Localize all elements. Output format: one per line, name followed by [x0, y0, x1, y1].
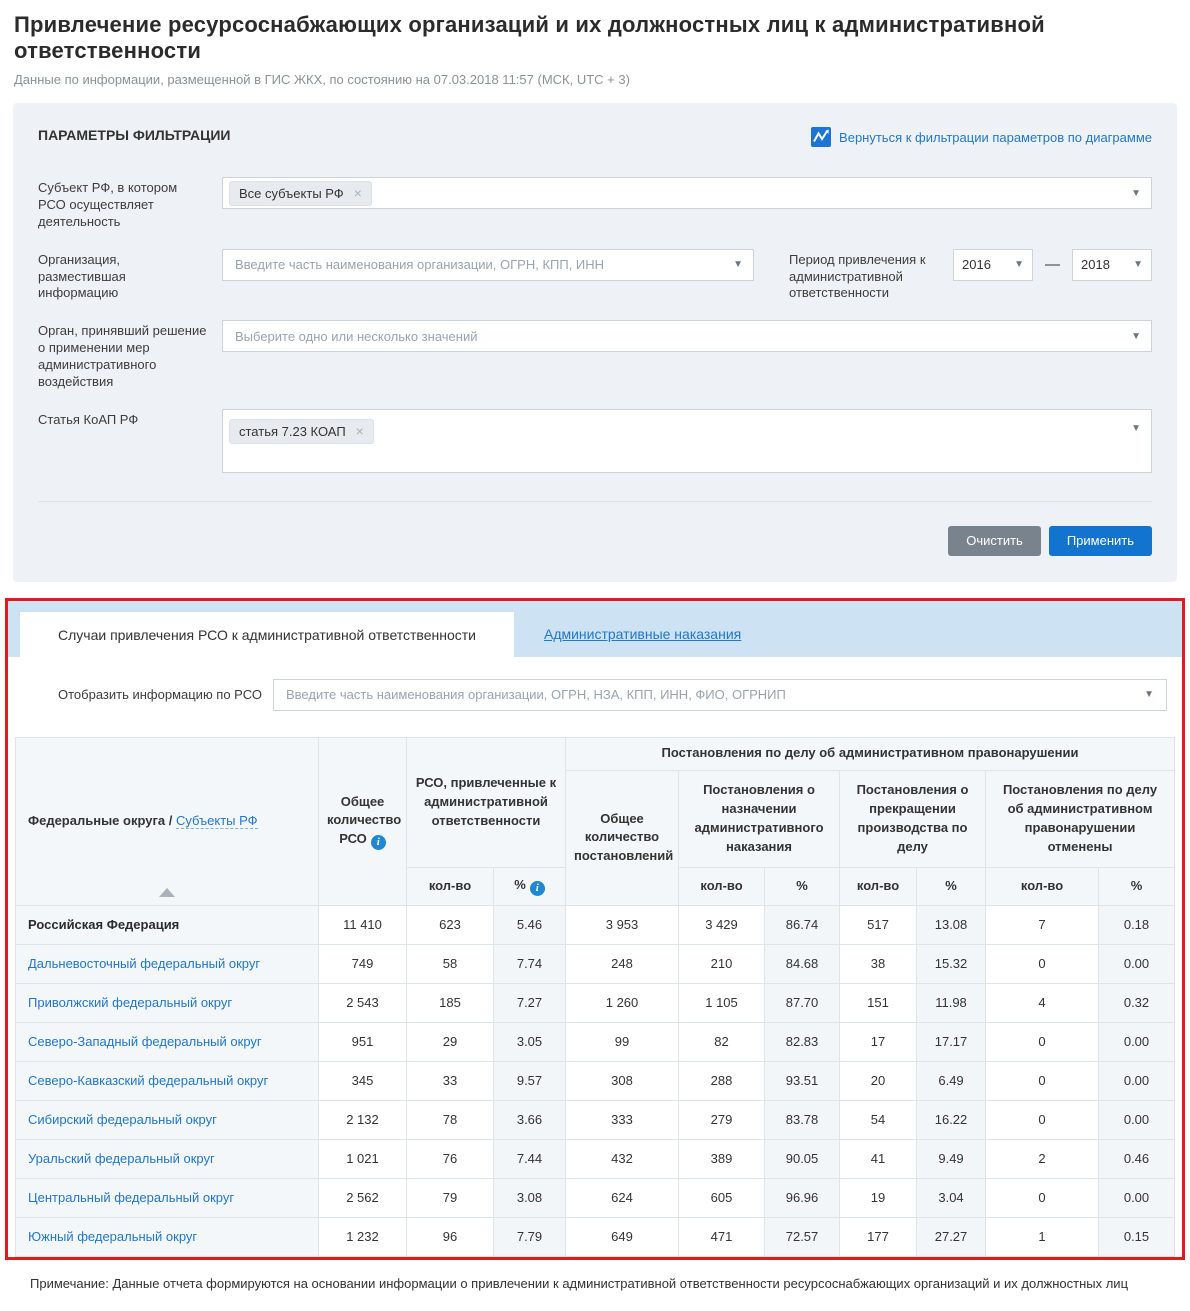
column-group-cancelled: Постановления по делу об административном правонарушении отменены — [986, 770, 1175, 867]
cell-value: 7.44 — [494, 1139, 566, 1178]
cell-value: 6.49 — [917, 1061, 986, 1100]
cell-value: 0.00 — [1099, 1100, 1175, 1139]
cell-value: 177 — [840, 1217, 917, 1256]
cell-value: 517 — [840, 905, 917, 944]
subject-tag-label: Все субъекты РФ — [239, 185, 344, 201]
cell-value: 432 — [566, 1139, 679, 1178]
cell-value: 7.27 — [494, 983, 566, 1022]
article-tag-label: статья 7.23 КОАП — [239, 423, 346, 439]
cell-value: 54 — [840, 1100, 917, 1139]
info-icon[interactable]: i — [530, 881, 545, 896]
cell-value: 0.00 — [1099, 1061, 1175, 1100]
cell-value: 210 — [679, 944, 765, 983]
clear-button[interactable]: Очистить — [948, 526, 1041, 556]
cell-value: 151 — [840, 983, 917, 1022]
cell-value: 29 — [407, 1022, 494, 1061]
column-group-terminated: Постановления о прекращении производства по делу — [840, 770, 986, 867]
cell-value: 3 429 — [679, 905, 765, 944]
cell-value: 7.79 — [494, 1217, 566, 1256]
cell-value: 83.78 — [765, 1100, 840, 1139]
cell-value: 27.27 — [917, 1217, 986, 1256]
column-header-percent: % — [917, 867, 986, 905]
column-group-assigned: Постановления о назначении административного наказания — [679, 770, 840, 867]
period-filter-label: Период привлечения к административной ответственности — [789, 251, 926, 301]
panel-divider — [38, 501, 1152, 502]
cell-value: 82.83 — [765, 1022, 840, 1061]
tab-rso-cases[interactable]: Случаи привлечения РСО к административной ответственности — [20, 612, 514, 657]
tab-administrative-penalties[interactable]: Административные наказания — [543, 626, 742, 643]
cell-value: 5.46 — [494, 905, 566, 944]
cell-value: 1 021 — [319, 1139, 407, 1178]
report-table — [15, 737, 1175, 1257]
cell-value: 15.32 — [917, 944, 986, 983]
cell-value: 623 — [407, 905, 494, 944]
cell-value: 78 — [407, 1100, 494, 1139]
column-group-attracted: РСО, привлеченные к административной ответственности — [407, 737, 566, 867]
rso-filter-label: Отобразить информацию по РСО — [58, 687, 262, 703]
cell-value: 605 — [679, 1178, 765, 1217]
percent-header-text: % — [514, 877, 526, 893]
subject-tag — [229, 181, 372, 206]
column-header-count: кол-во — [407, 867, 494, 905]
column-header-percent: % — [765, 867, 840, 905]
cell-value: 84.68 — [765, 944, 840, 983]
chevron-down-icon: ▼ — [1131, 330, 1141, 342]
cell-value: 7 — [986, 905, 1099, 944]
cell-value: 471 — [679, 1217, 765, 1256]
back-to-chart-link[interactable] — [811, 127, 1152, 147]
cell-value: 96 — [407, 1217, 494, 1256]
table-row — [16, 1217, 1175, 1256]
cell-value: 345 — [319, 1061, 407, 1100]
cell-value: 0 — [986, 1100, 1099, 1139]
column-group-resolutions: Постановления по делу об административном правонарушении — [566, 737, 1175, 770]
line-chart-icon — [811, 127, 831, 147]
region-link[interactable]: Приволжский федеральный округ — [28, 995, 233, 1011]
cell-value: 79 — [407, 1178, 494, 1217]
cell-value: 7.74 — [494, 944, 566, 983]
rso-placeholder: Введите часть наименования организации, ОГРН, НЗА, КПП, ИНН, ФИО, ОГРНИП — [286, 687, 786, 703]
cell-value: 279 — [679, 1100, 765, 1139]
table-row — [16, 1061, 1175, 1100]
authority-placeholder: Выберите одно или несколько значений — [235, 328, 478, 344]
cell-value: 9.49 — [917, 1139, 986, 1178]
subject-select[interactable] — [222, 177, 1152, 209]
cell-value: 4 — [986, 983, 1099, 1022]
cell-value: 99 — [566, 1022, 679, 1061]
page-note: Примечание: Данные отчета формируются на основании информации о привлечении к административной ответственности ресурсоснабжающих организаций и их должностных лиц — [30, 1275, 1129, 1291]
region-link[interactable]: Сибирский федеральный округ — [28, 1112, 217, 1128]
cell-value: 308 — [566, 1061, 679, 1100]
column-header-count: кол-во — [986, 867, 1099, 905]
cell-value: 82 — [679, 1022, 765, 1061]
cell-value: 333 — [566, 1100, 679, 1139]
cell-value: 248 — [566, 944, 679, 983]
cell-value: 3.08 — [494, 1178, 566, 1217]
period-to-select[interactable] — [1072, 249, 1152, 281]
filter-panel — [13, 103, 1177, 582]
cell-value: 2 562 — [319, 1178, 407, 1217]
column-header-count: кол-во — [679, 867, 765, 905]
cell-value: 90.05 — [765, 1139, 840, 1178]
column-header-percent — [494, 867, 566, 905]
column-header-percent: % — [1099, 867, 1175, 905]
cell-value: 389 — [679, 1139, 765, 1178]
column-header-count: кол-во — [840, 867, 917, 905]
cell-value: 87.70 — [765, 983, 840, 1022]
region-cell — [16, 1061, 319, 1100]
authority-filter-label: Орган, принявший решение о применении мер административного воздействия — [38, 323, 207, 390]
cell-value: 2 — [986, 1139, 1099, 1178]
tab-content — [8, 657, 1182, 1257]
back-to-chart-label: Вернуться к фильтрации параметров по диаграмме — [839, 129, 1152, 145]
chevron-down-icon: ▼ — [1131, 187, 1141, 199]
cell-value: 749 — [319, 944, 407, 983]
cell-value: 0.18 — [1099, 905, 1175, 944]
region-cell — [16, 1022, 319, 1061]
table-row — [16, 1178, 1175, 1217]
chevron-down-icon: ▼ — [1144, 689, 1154, 701]
chevron-down-icon: ▼ — [1133, 259, 1143, 271]
cell-value: 1 232 — [319, 1217, 407, 1256]
cell-value: 0 — [986, 1022, 1099, 1061]
period-separator: — — [1045, 255, 1060, 273]
region-cell — [16, 944, 319, 983]
subject-filter-label: Субъект РФ, в котором РСО осуществляет деятельность — [38, 180, 178, 229]
info-icon[interactable]: i — [371, 835, 386, 850]
region-label: Российская Федерация — [28, 917, 180, 933]
cell-value: 0 — [986, 1178, 1099, 1217]
cell-value: 649 — [566, 1217, 679, 1256]
cell-value: 72.57 — [765, 1217, 840, 1256]
remove-tag-icon[interactable]: × — [353, 185, 362, 201]
region-cell — [16, 1178, 319, 1217]
period-from-value: 2016 — [962, 257, 991, 273]
subjects-rf-link[interactable]: Субъекты РФ — [175, 812, 258, 828]
cell-value: 0.15 — [1099, 1217, 1175, 1256]
column-header-total-rso — [319, 737, 407, 905]
region-link[interactable]: Уральский федеральный округ — [28, 1151, 215, 1167]
region-link[interactable]: Центральный федеральный округ — [28, 1190, 235, 1206]
cell-value: 11 410 — [319, 905, 407, 944]
cell-value: 1 105 — [679, 983, 765, 1022]
region-link[interactable]: Южный федеральный округ — [28, 1229, 198, 1245]
cell-value: 2 132 — [319, 1100, 407, 1139]
total-rso-header-text: Общее количество РСО — [327, 793, 402, 847]
cell-value: 0 — [986, 1061, 1099, 1100]
cell-value: 20 — [840, 1061, 917, 1100]
article-select[interactable] — [222, 409, 1152, 473]
authority-select[interactable] — [222, 320, 1152, 352]
chevron-down-icon: ▼ — [1014, 259, 1024, 271]
apply-button[interactable]: Применить — [1049, 526, 1152, 556]
table-row — [16, 983, 1175, 1022]
cell-value: 38 — [840, 944, 917, 983]
cell-value: 11.98 — [917, 983, 986, 1022]
cell-value: 3.05 — [494, 1022, 566, 1061]
table-row — [16, 944, 1175, 983]
cell-value: 86.74 — [765, 905, 840, 944]
column-header-region — [16, 737, 319, 905]
cell-value: 1 — [986, 1217, 1099, 1256]
cell-value: 58 — [407, 944, 494, 983]
cell-value: 0.00 — [1099, 944, 1175, 983]
period-from-select[interactable] — [953, 249, 1033, 281]
cell-value: 951 — [319, 1022, 407, 1061]
cell-value: 41 — [840, 1139, 917, 1178]
cell-value: 16.22 — [917, 1100, 986, 1139]
organization-filter-label: Организация, разместившая информацию — [38, 251, 126, 301]
rso-select[interactable] — [273, 679, 1167, 711]
cell-value: 3 953 — [566, 905, 679, 944]
cell-value: 3.66 — [494, 1100, 566, 1139]
filter-panel-heading: ПАРАМЕТРЫ ФИЛЬТРАЦИИ — [38, 127, 231, 143]
chevron-down-icon: ▼ — [733, 259, 743, 271]
cell-value: 33 — [407, 1061, 494, 1100]
column-header-total-resolutions: Общее количество постановлений — [566, 770, 679, 905]
page-title: Привлечение ресурсоснабжающих организаций и их должностных лиц к административной ответственности — [14, 12, 1045, 63]
cell-value: 9.57 — [494, 1061, 566, 1100]
table-body — [16, 905, 1175, 1256]
cell-value: 76 — [407, 1139, 494, 1178]
period-to-value: 2018 — [1081, 257, 1110, 273]
remove-tag-icon[interactable]: × — [355, 423, 364, 440]
sort-asc-icon[interactable] — [159, 888, 175, 897]
region-cell — [16, 1100, 319, 1139]
table-row — [16, 1139, 1175, 1178]
cell-value: 96.96 — [765, 1178, 840, 1217]
cell-value: 624 — [566, 1178, 679, 1217]
cell-value: 0.32 — [1099, 983, 1175, 1022]
cell-value: 0.46 — [1099, 1139, 1175, 1178]
cell-value: 17.17 — [917, 1022, 986, 1061]
article-filter-label: Статья КоАП РФ — [38, 411, 139, 427]
region-cell — [16, 983, 319, 1022]
cell-value: 17 — [840, 1022, 917, 1061]
table-row — [16, 1100, 1175, 1139]
annotation-highlight — [5, 598, 1185, 1260]
region-link[interactable]: Дальневосточный федеральный округ — [28, 956, 261, 972]
region-cell — [16, 1217, 319, 1256]
region-link[interactable]: Северо-Западный федеральный округ — [28, 1034, 262, 1050]
tabs-strip — [8, 601, 1182, 657]
table-row — [16, 1022, 1175, 1061]
chevron-down-icon: ▼ — [1131, 422, 1141, 434]
cell-value: 0.00 — [1099, 1022, 1175, 1061]
region-header-text: Федеральные округа / — [28, 812, 173, 828]
page-subtitle: Данные по информации, размещенной в ГИС ЖКХ, по состоянию на 07.03.2018 11:57 (МСК, UTC + 3) — [14, 72, 630, 87]
region-cell — [16, 1139, 319, 1178]
cell-value: 0.00 — [1099, 1178, 1175, 1217]
cell-value: 13.08 — [917, 905, 986, 944]
cell-value: 288 — [679, 1061, 765, 1100]
cell-value: 19 — [840, 1178, 917, 1217]
cell-value: 0 — [986, 944, 1099, 983]
organization-placeholder: Введите часть наименования организации, ОГРН, КПП, ИНН — [235, 257, 605, 273]
table-row — [16, 905, 1175, 944]
cell-value: 2 543 — [319, 983, 407, 1022]
region-link[interactable]: Северо-Кавказский федеральный округ — [28, 1073, 269, 1089]
cell-value: 185 — [407, 983, 494, 1022]
article-tag — [229, 419, 374, 444]
cell-value: 3.04 — [917, 1178, 986, 1217]
region-cell — [16, 905, 319, 944]
cell-value: 1 260 — [566, 983, 679, 1022]
organization-select[interactable] — [222, 249, 754, 281]
cell-value: 93.51 — [765, 1061, 840, 1100]
